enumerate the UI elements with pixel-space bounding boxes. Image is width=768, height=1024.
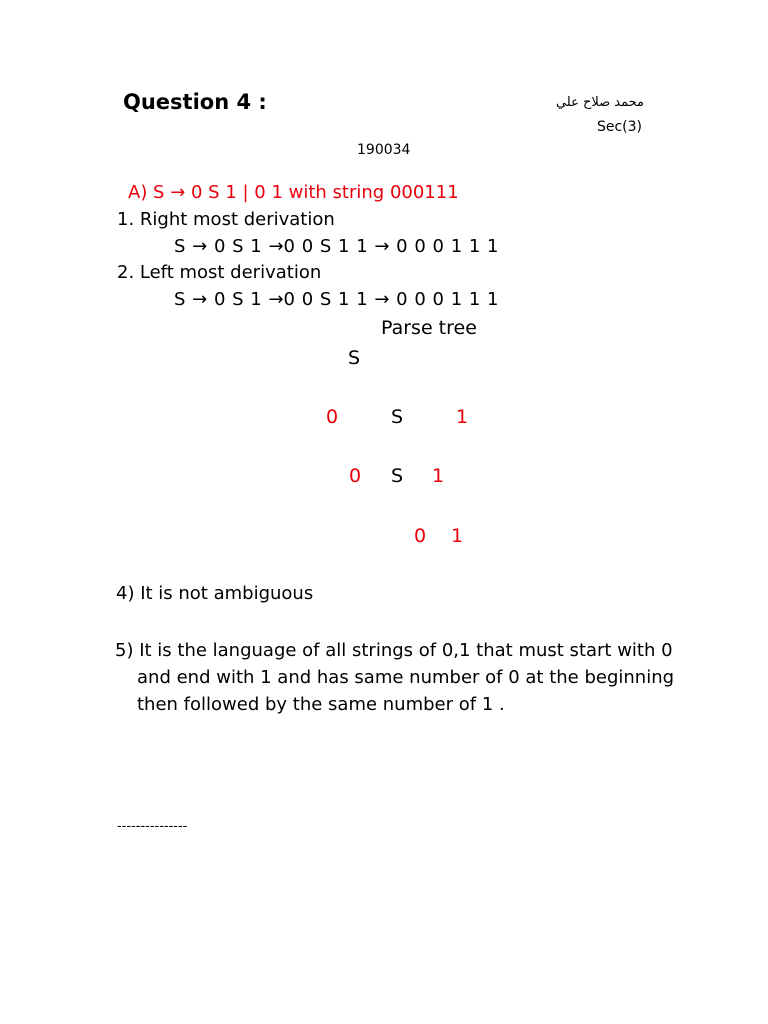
tree-level1-right-node: 1 [456, 406, 469, 428]
tree-root-node: S [348, 347, 361, 369]
tree-level3-left-node: 0 [414, 525, 427, 547]
answer-language: 5) It is the language of all strings of 0,1 that must start with 0 and end with 1 and has same number of 0 at the beginning then followed by the same number of 1 . [115, 640, 675, 715]
author-name: محمد صلاح علي [555, 95, 644, 110]
tree-level3-right-node: 1 [451, 525, 464, 547]
answer-ambiguity: 4) It is not ambiguous [116, 583, 314, 604]
section-label: Sec(3) [596, 119, 642, 135]
question-title: Question 4 : [123, 90, 267, 114]
tree-level2-right-node: 1 [432, 465, 445, 487]
tree-level1-left-node: 0 [326, 406, 339, 428]
tree-level1-middle-node: S [391, 406, 404, 428]
leftmost-derivation: S → 0 S 1 →0 0 S 1 1 → 0 0 0 1 1 1 [174, 289, 499, 310]
leftmost-heading: 2. Left most derivation [117, 262, 322, 283]
rightmost-derivation: S → 0 S 1 →0 0 S 1 1 → 0 0 0 1 1 1 [174, 236, 499, 257]
parse-tree-title: Parse tree [381, 317, 477, 339]
tree-level2-middle-node: S [391, 465, 404, 487]
tree-level2-left-node: 0 [349, 465, 362, 487]
rightmost-heading: 1. Right most derivation [117, 209, 335, 230]
student-id: 190034 [357, 142, 411, 158]
separator-line: --------------- [117, 819, 188, 834]
grammar-statement: A) S → 0 S 1 | 0 1 with string 000111 [128, 182, 459, 203]
